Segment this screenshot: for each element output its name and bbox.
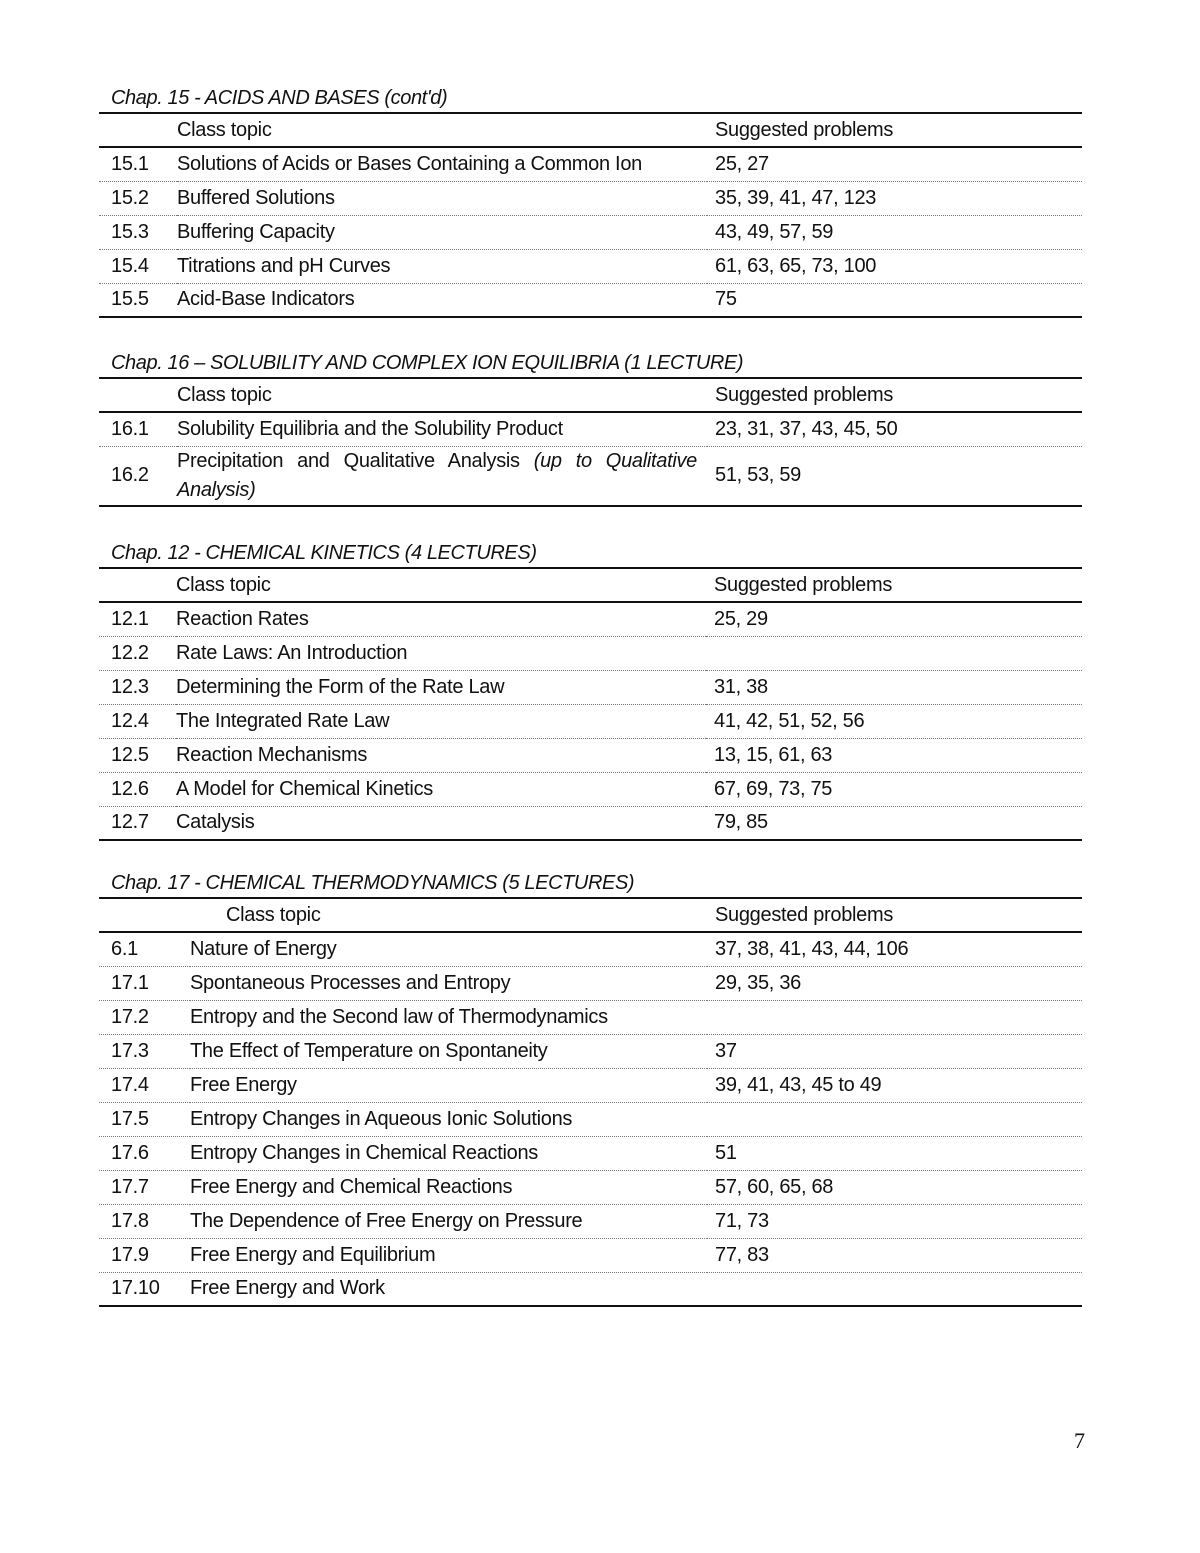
suggested-problems: 37 [707,1034,1082,1068]
section-number: 17.9 [99,1238,190,1272]
suggested-problems-header: Suggested problems [707,898,1082,932]
section-number: 15.4 [99,249,177,283]
suggested-problems [707,1272,1082,1306]
suggested-problems: 61, 63, 65, 73, 100 [707,249,1082,283]
table-row [99,1000,1082,1034]
table-header-row [99,113,1082,147]
suggested-problems: 25, 29 [706,602,1082,636]
class-topic: The Effect of Temperature on Spontaneity [190,1034,707,1068]
chapter-17-section [99,869,1082,1307]
suggested-problems [706,636,1082,670]
table-row [99,446,1082,506]
class-topic: Solutions of Acids or Bases Containing a Common Ion [177,147,707,181]
class-topic: Free Energy and Work [190,1272,707,1306]
suggested-problems: 67, 69, 73, 75 [706,772,1082,806]
section-number: 17.1 [99,966,190,1000]
suggested-problems: 51 [707,1136,1082,1170]
class-topic-header: Class topic [177,113,707,147]
table-row [99,1170,1082,1204]
table-row [99,1238,1082,1272]
section-number: 15.3 [99,215,177,249]
class-topic: A Model for Chemical Kinetics [176,772,706,806]
table-row [99,602,1082,636]
chapter-caption: Chap. 17 - CHEMICAL THERMODYNAMICS (5 LECTURES) [111,872,635,894]
suggested-problems-header: Suggested problems [707,378,1082,412]
class-topic: Free Energy [190,1068,707,1102]
class-topic-header: Class topic [190,898,707,932]
suggested-problems: 51, 53, 59 [707,446,1082,506]
section-number: 15.5 [99,283,177,317]
table-row [99,249,1082,283]
class-topic: Entropy Changes in Aqueous Ionic Solutions [190,1102,707,1136]
class-topic [177,446,707,506]
suggested-problems [707,1000,1082,1034]
section-number: 12.4 [99,704,176,738]
table-row [99,670,1082,704]
section-number: 16.2 [99,446,177,506]
table-row [99,772,1082,806]
suggested-problems: 29, 35, 36 [707,966,1082,1000]
table-row [99,932,1082,966]
suggested-problems-header: Suggested problems [707,113,1082,147]
suggested-problems: 31, 38 [706,670,1082,704]
class-topic: Determining the Form of the Rate Law [176,670,706,704]
section-number: 17.3 [99,1034,190,1068]
section-number: 16.1 [99,412,177,446]
chapter-caption: Chap. 12 - CHEMICAL KINETICS (4 LECTURES) [111,542,537,564]
section-number: 12.3 [99,670,176,704]
section-number: 17.4 [99,1068,190,1102]
suggested-problems-header: Suggested problems [706,568,1082,602]
section-number: 12.6 [99,772,176,806]
suggested-problems: 43, 49, 57, 59 [707,215,1082,249]
chapter-15-section [99,84,1082,318]
table-row [99,1272,1082,1306]
table-row [99,283,1082,317]
suggested-problems: 79, 85 [706,806,1082,840]
table-row [99,704,1082,738]
topic-note: (up to Qualitative Analysis) [177,449,697,501]
chapter-table [99,897,1082,1307]
suggested-problems: 35, 39, 41, 47, 123 [707,181,1082,215]
section-number: 17.5 [99,1102,190,1136]
suggested-problems: 71, 73 [707,1204,1082,1238]
topic-text: Precipitation and Qualitative Analysis [177,449,520,472]
suggested-problems: 41, 42, 51, 52, 56 [706,704,1082,738]
class-topic: Nature of Energy [190,932,707,966]
section-number: 17.7 [99,1170,190,1204]
table-row [99,1102,1082,1136]
class-topic: Titrations and pH Curves [177,249,707,283]
chapter-table [99,567,1082,841]
chapter-table [99,112,1082,318]
table-row [99,181,1082,215]
suggested-problems: 37, 38, 41, 43, 44, 106 [707,932,1082,966]
class-topic: Entropy and the Second law of Thermodynamics [190,1000,707,1034]
class-topic: Acid-Base Indicators [177,283,707,317]
section-number: 17.8 [99,1204,190,1238]
suggested-problems: 39, 41, 43, 45 to 49 [707,1068,1082,1102]
table-row [99,412,1082,446]
table-row [99,636,1082,670]
class-topic: Free Energy and Chemical Reactions [190,1170,707,1204]
class-topic: Catalysis [176,806,706,840]
class-topic: Free Energy and Equilibrium [190,1238,707,1272]
table-row [99,1034,1082,1068]
table-header-row [99,378,1082,412]
class-topic: The Dependence of Free Energy on Pressure [190,1204,707,1238]
chapter-12-section [99,539,1082,841]
chapter-16-section [99,349,1082,507]
section-number: 17.6 [99,1136,190,1170]
table-header-row [99,898,1082,932]
page-number: 7 [1074,1428,1085,1453]
class-topic: Buffering Capacity [177,215,707,249]
suggested-problems: 57, 60, 65, 68 [707,1170,1082,1204]
suggested-problems: 77, 83 [707,1238,1082,1272]
class-topic: Reaction Mechanisms [176,738,706,772]
class-topic-header: Class topic [177,378,707,412]
table-row [99,966,1082,1000]
table-row [99,147,1082,181]
table-row [99,738,1082,772]
section-number: 15.2 [99,181,177,215]
table-row [99,1136,1082,1170]
suggested-problems: 23, 31, 37, 43, 45, 50 [707,412,1082,446]
chapter-table [99,377,1082,507]
class-topic: Spontaneous Processes and Entropy [190,966,707,1000]
class-topic: The Integrated Rate Law [176,704,706,738]
class-topic: Buffered Solutions [177,181,707,215]
suggested-problems: 75 [707,283,1082,317]
section-number: 12.7 [99,806,176,840]
suggested-problems: 13, 15, 61, 63 [706,738,1082,772]
table-row [99,215,1082,249]
chapter-caption: Chap. 16 – SOLUBILITY AND COMPLEX ION EQUILIBRIA (1 LECTURE) [111,352,744,374]
section-number: 12.5 [99,738,176,772]
chapter-caption: Chap. 15 - ACIDS AND BASES (cont'd) [111,87,448,109]
section-number: 17.2 [99,1000,190,1034]
class-topic: Rate Laws: An Introduction [176,636,706,670]
section-number: 15.1 [99,147,177,181]
class-topic-header: Class topic [176,568,706,602]
suggested-problems: 25, 27 [707,147,1082,181]
class-topic: Reaction Rates [176,602,706,636]
class-topic: Entropy Changes in Chemical Reactions [190,1136,707,1170]
section-number: 17.10 [99,1272,190,1306]
table-header-row [99,568,1082,602]
section-number: 6.1 [99,932,190,966]
suggested-problems [707,1102,1082,1136]
table-row [99,1068,1082,1102]
class-topic: Solubility Equilibria and the Solubility Product [177,412,707,446]
section-number: 12.2 [99,636,176,670]
table-row [99,806,1082,840]
section-number: 12.1 [99,602,176,636]
table-row [99,1204,1082,1238]
